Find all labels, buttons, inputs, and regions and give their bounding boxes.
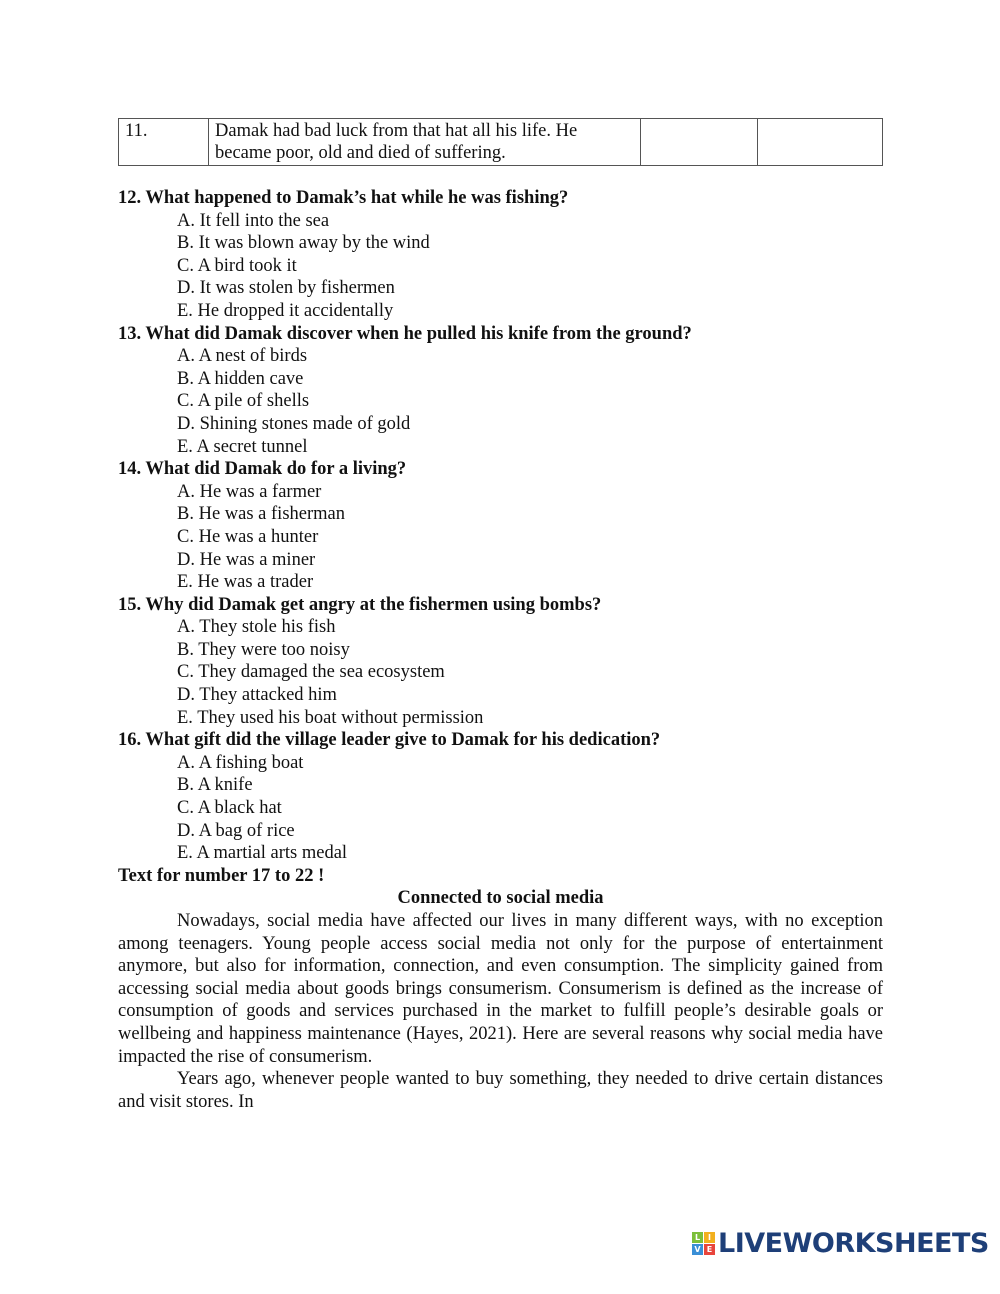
- liveworksheets-logo: [692, 1228, 989, 1259]
- row-statement: Damak had bad luck from that hat all his life. He became poor, old and died of suffering.: [209, 119, 641, 166]
- row-number: 11.: [119, 119, 209, 166]
- text-intro: Text for number 17 to 22 !: [118, 865, 325, 886]
- answer-option: C. A bird took it: [177, 255, 297, 276]
- answer-option: E. He was a trader: [177, 572, 314, 593]
- answer-option: D. It was stolen by fishermen: [177, 278, 395, 299]
- answer-option: B. It was blown away by the wind: [177, 233, 430, 254]
- answer-cell-true[interactable]: [641, 119, 758, 166]
- answer-option: E. A secret tunnel: [177, 436, 308, 457]
- answer-option: D. They attacked him: [177, 685, 337, 706]
- answer-option: B. A hidden cave: [177, 368, 304, 389]
- text-title: Connected to social media: [397, 888, 604, 909]
- logo-text: LIVEWORKSHEETS: [718, 1228, 989, 1259]
- paragraph: Nowadays, social media have affected our lives in many different ways, with no exception among teenagers. Young people access social media not only for the purpose of entertainment anymore, but also for information, connection, and even consumption. The simplicity gained from accessing social media about goods brings consumerism. Consumerism is defined as the increase of consumption of goods and services purchased in the market to fulfill people’s desirable goals or wellbeing and happiness maintenance (Hayes, 2021). Here are several reasons why social media have impacted the rise of consumerism.: [118, 911, 883, 1067]
- answer-option: D. He was a miner: [177, 549, 316, 570]
- answer-option: A. They stole his fish: [177, 617, 336, 638]
- answer-option: A. He was a farmer: [177, 481, 322, 502]
- answer-option: D. Shining stones made of gold: [177, 413, 411, 434]
- logo-letter: L: [692, 1232, 703, 1243]
- answer-option: A. A fishing boat: [177, 752, 304, 773]
- question-text: 12. What happened to Damak’s hat while he was fishing?: [118, 188, 569, 208]
- answer-option: B. They were too noisy: [177, 639, 350, 660]
- paragraph: Years ago, whenever people wanted to buy something, they needed to drive certain distances and visit stores. In: [118, 1069, 883, 1112]
- table-row: [119, 119, 883, 166]
- answer-option: C. They damaged the sea ecosystem: [177, 662, 445, 683]
- logo-squares-icon: [692, 1232, 715, 1255]
- answer-option: D. A bag of rice: [177, 820, 295, 841]
- question-text: 16. What gift did the village leader give to Damak for his dedication?: [118, 730, 661, 751]
- answer-option: E. He dropped it accidentally: [177, 300, 394, 321]
- document-body: [118, 187, 883, 1113]
- logo-letter: V: [692, 1244, 703, 1255]
- logo-letter: I: [704, 1232, 715, 1243]
- answer-option: B. He was a fisherman: [177, 504, 345, 525]
- answer-option: E. They used his boat without permission: [177, 707, 484, 728]
- answer-table: [118, 118, 883, 166]
- answer-option: C. A pile of shells: [177, 391, 310, 412]
- question-text: 15. Why did Damak get angry at the fishermen using bombs?: [118, 594, 602, 615]
- answer-option: A. A nest of birds: [177, 346, 308, 367]
- answer-option: A. It fell into the sea: [177, 210, 330, 231]
- answer-option: E. A martial arts medal: [177, 843, 348, 864]
- logo-letter: E: [704, 1244, 715, 1255]
- question-text: 14. What did Damak do for a living?: [118, 459, 407, 480]
- answer-cell-false[interactable]: [758, 119, 883, 166]
- question-text: 13. What did Damak discover when he pulled his knife from the ground?: [118, 323, 692, 344]
- answer-option: C. A black hat: [177, 798, 282, 819]
- answer-option: B. A knife: [177, 775, 253, 796]
- answer-option: C. He was a hunter: [177, 526, 319, 547]
